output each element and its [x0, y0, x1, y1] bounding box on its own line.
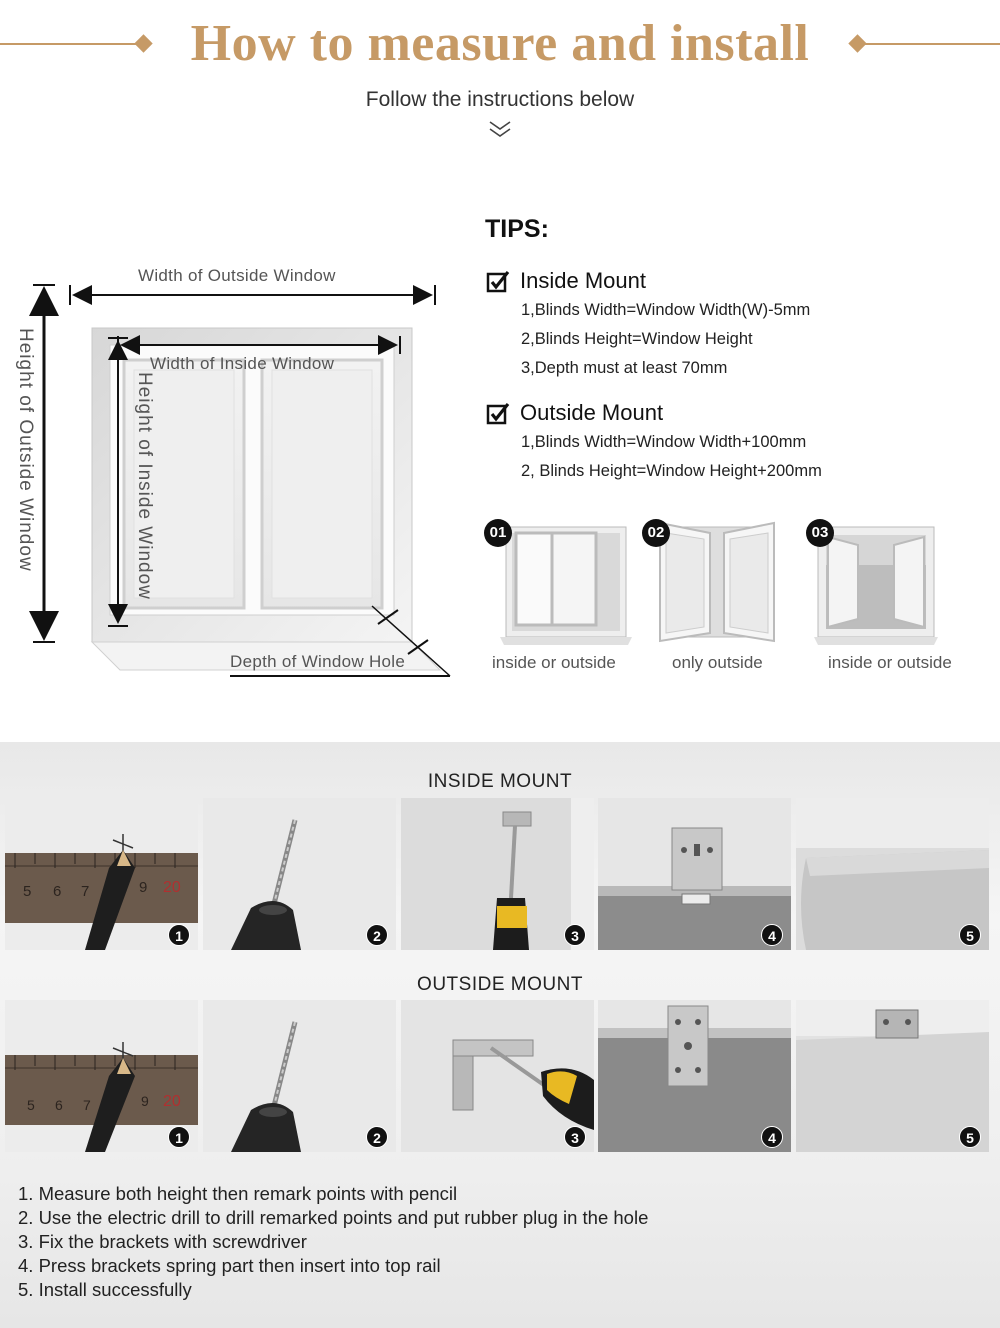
ruler-number: 20 [163, 879, 181, 896]
checkbox-checked-icon [486, 269, 510, 293]
height-outside-label: Height of Outside Window [15, 328, 36, 572]
inside-step-4-photo [598, 798, 791, 950]
ruler-number: 5 [23, 883, 32, 900]
ruler-pencil-image [5, 798, 198, 950]
ruler-number: 6 [55, 1097, 63, 1113]
step-number-badge: 4 [761, 924, 783, 946]
checkbox-checked-icon [486, 401, 510, 425]
width-inside-label: Width of Inside Window [150, 354, 335, 373]
inside-mount-heading-text: Inside Mount [520, 268, 646, 293]
step-number-badge: 2 [366, 1126, 388, 1148]
installed-rail-image [796, 798, 989, 950]
outside-tip-2: 2, Blinds Height=Window Height+200mm [521, 462, 822, 480]
bracket-image [598, 1000, 791, 1152]
window-type-1 [482, 515, 652, 675]
drill-image [203, 798, 396, 950]
screwdriver-bracket-image [401, 1000, 594, 1152]
step-number-badge: 5 [959, 924, 981, 946]
inside-step-5-photo [796, 798, 989, 950]
depth-label: Depth of Window Hole [230, 652, 406, 671]
window-type-caption: inside or outside [492, 653, 616, 672]
outside-step-4-photo [598, 1000, 791, 1152]
step-number-badge: 2 [366, 924, 388, 946]
window-type-3 [804, 515, 974, 675]
measure-diagram [0, 250, 470, 690]
outside-mount-heading [486, 400, 663, 426]
header-line-right [862, 43, 1000, 45]
step-number-badge: 3 [564, 924, 586, 946]
ruler-number: 20 [163, 1093, 181, 1110]
bracket-image [598, 798, 791, 950]
inside-tip-1: 1,Blinds Width=Window Width(W)-5mm [521, 301, 811, 319]
outside-mount-title: OUTSIDE MOUNT [417, 974, 583, 995]
inside-tip-3: 3,Depth must at least 70mm [521, 359, 728, 377]
drill-image [203, 1000, 396, 1152]
window-diagram-graphic [0, 250, 470, 690]
ruler-number: 7 [83, 1097, 91, 1113]
ruler-number: 6 [53, 883, 62, 900]
window-type-number: 03 [806, 519, 834, 547]
inside-tip-2: 2,Blinds Height=Window Height [521, 330, 753, 348]
inside-step-1-photo [5, 798, 198, 950]
outside-tip-1: 1,Blinds Width=Window Width+100mm [521, 433, 807, 451]
screwdriver-image [401, 798, 594, 950]
window-type-2 [640, 515, 810, 675]
inside-mount-title: INSIDE MOUNT [427, 771, 573, 792]
header-diamond-left [134, 34, 152, 52]
inside-step-3-photo [401, 798, 594, 950]
outside-step-1-photo [5, 1000, 198, 1152]
step-number-badge: 3 [564, 1126, 586, 1148]
install-step-4: 4. Press brackets spring part then insert into top rail [18, 1255, 441, 1276]
window-type-number: 01 [484, 519, 512, 547]
tips-title: TIPS: [485, 215, 549, 243]
ruler-pencil-image [5, 1000, 198, 1152]
ruler-number: 9 [141, 1093, 149, 1109]
ruler-number: 9 [139, 879, 148, 896]
install-step-1: 1. Measure both height then remark points with pencil [18, 1183, 458, 1204]
page-title: How to measure and install [190, 15, 810, 72]
window-type-caption: only outside [672, 653, 763, 672]
step-number-badge: 4 [761, 1126, 783, 1148]
install-steps-list [18, 1182, 648, 1302]
outside-step-5-photo [796, 1000, 989, 1152]
installed-rail-image [796, 1000, 989, 1152]
inside-step-2-photo [203, 798, 396, 950]
window-type-caption: inside or outside [828, 653, 952, 672]
install-step-5: 5. Install successfully [18, 1279, 192, 1300]
chevron-down-icon [486, 118, 514, 142]
step-number-badge: 1 [168, 924, 190, 946]
outside-step-2-photo [203, 1000, 396, 1152]
ruler-number: 5 [27, 1097, 35, 1113]
page-subtitle: Follow the instructions below [365, 88, 635, 111]
outside-mount-heading-text: Outside Mount [520, 400, 664, 425]
width-outside-label: Width of Outside Window [138, 266, 336, 285]
install-step-3: 3. Fix the brackets with screwdriver [18, 1231, 307, 1252]
install-step-2: 2. Use the electric drill to drill remarked points and put rubber plug in the hole [18, 1207, 649, 1228]
ruler-number: 7 [81, 883, 90, 900]
height-inside-label: Height of Inside Window [134, 372, 155, 600]
step-number-badge: 5 [959, 1126, 981, 1148]
outside-step-3-photo [401, 1000, 594, 1152]
inside-mount-heading [486, 268, 646, 294]
step-number-badge: 1 [168, 1126, 190, 1148]
window-type-number: 02 [642, 519, 670, 547]
header-line-left [0, 43, 140, 45]
